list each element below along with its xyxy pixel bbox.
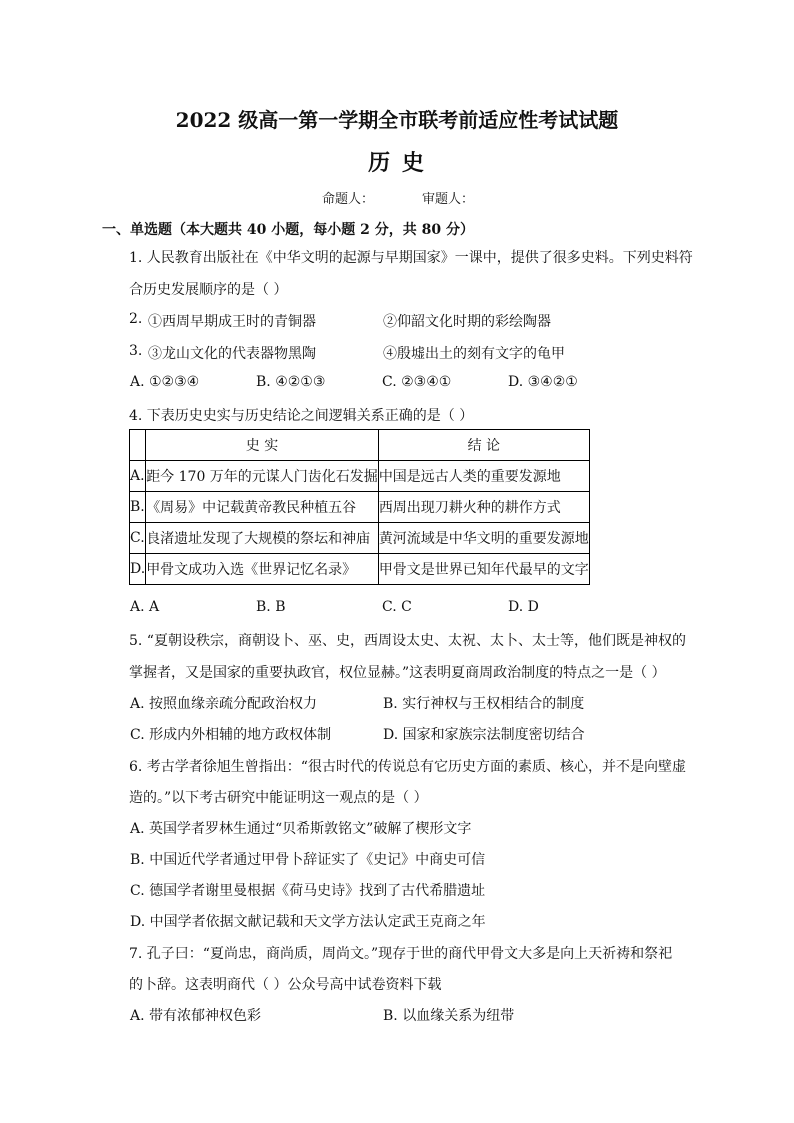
q6-option-b: B. 中国近代学者通过甲骨卜辞证实了《史记》中商史可信 xyxy=(130,852,486,868)
table-row xyxy=(130,492,590,523)
q4-option-d: D. D xyxy=(508,599,539,615)
q5-option-c: C. 形成内外相辅的地方政权体制 xyxy=(130,727,332,743)
table-row xyxy=(130,523,590,554)
table-row xyxy=(130,461,590,492)
q7-option-b: B. 以血缘关系为纽带 xyxy=(383,1008,515,1024)
row-fact: 《周易》中记载黄帝教民种植五谷 xyxy=(146,492,379,523)
row-conclusion: 甲骨文是世界已知年代最早的文字 xyxy=(378,554,589,585)
q3-item-b: ④殷墟出土的刻有文字的龟甲 xyxy=(383,346,565,362)
table-row xyxy=(130,554,590,585)
q5-line1: 5. “夏朝设秩宗，商朝设卜、巫、史，西周设太史、太祝、太卜、太士等，他们既是神权的 xyxy=(129,633,686,649)
q7-line2: 的卜辞。这表明商代（ ）公众号高中试卷资料下载 xyxy=(129,977,442,993)
q5-line2: 掌握者，又是国家的重要执政官，权位显赫。”这表明夏商周政治制度的特点之一是（ ） xyxy=(129,665,666,681)
row-label: B. xyxy=(130,492,146,523)
table-header-conclusion: 结 论 xyxy=(378,430,589,461)
q5-option-d: D. 国家和家族宗法制度密切结合 xyxy=(383,727,585,743)
q6-line2: 造的。”以下考古研究中能证明这一观点的是（ ） xyxy=(129,790,428,806)
row-fact: 甲骨文成功入选《世界记忆名录》 xyxy=(146,554,379,585)
q4-option-b: B. B xyxy=(256,599,286,615)
q1-line2: 合历史发展顺序的是（ ） xyxy=(129,282,288,298)
q4-option-a: A. A xyxy=(130,599,160,615)
setter-label: 命题人： xyxy=(322,192,375,207)
q6-option-a: A. 英国学者罗林生通过“贝希斯敦铭文”破解了楔形文字 xyxy=(130,821,472,837)
q3-option-a: A. ①②③④ xyxy=(130,374,200,390)
reviewer-label: 审题人： xyxy=(422,192,475,207)
row-label: D. xyxy=(130,554,146,585)
q4-option-c: C. C xyxy=(382,599,412,615)
q6-option-d: D. 中国学者依据文献记载和天文学方法认定武王克商之年 xyxy=(130,914,486,930)
row-label: C. xyxy=(130,523,146,554)
q7-line1: 7. 孔子曰：“夏尚忠，商尚质，周尚文。”现存于世的商代甲骨文大多是向上天祈祷和祭祀 xyxy=(129,946,673,962)
q3-item-a: ③龙山文化的代表器物黑陶 xyxy=(148,346,316,362)
row-label: A. xyxy=(130,461,146,492)
q2-item-a: ①西周早期成王时的青铜器 xyxy=(148,314,316,330)
row-conclusion: 西周出现刀耕火种的耕作方式 xyxy=(378,492,589,523)
row-fact: 良渚遗址发现了大规模的祭坛和神庙 xyxy=(146,523,379,554)
row-fact: 距今 170 万年的元谋人门齿化石发掘 xyxy=(146,461,379,492)
exam-title: 2022 级高一第一学期全市联考前适应性考试试题 xyxy=(175,108,619,132)
row-conclusion: 黄河流域是中华文明的重要发源地 xyxy=(378,523,589,554)
q5-option-a: A. 按照血缘亲疏分配政治权力 xyxy=(130,696,318,712)
q5-option-b: B. 实行神权与王权相结合的制度 xyxy=(383,696,585,712)
q6-line1: 6. 考古学者徐旭生曾指出：“很古时代的传说总有它历史方面的素质、核心，并不是向壁虚 xyxy=(129,759,686,775)
table-header-row xyxy=(130,430,590,461)
q4-stem: 4. 下表历史史实与历史结论之间逻辑关系正确的是（ ） xyxy=(129,408,474,424)
q1-line1: 1. 人民教育出版社在《中华文明的起源与早期国家》一课中，提供了很多史料。下列史料符 xyxy=(129,250,693,266)
table-header-fact: 史 实 xyxy=(146,430,379,461)
q7-option-a: A. 带有浓郁神权色彩 xyxy=(130,1008,262,1024)
q6-option-c: C. 德国学者谢里曼根据《荷马史诗》找到了古代希腊遗址 xyxy=(130,883,486,899)
q3-option-c: C. ②③④① xyxy=(382,374,452,390)
q3-number: 3. xyxy=(129,343,143,359)
row-conclusion: 中国是远古人类的重要发源地 xyxy=(378,461,589,492)
table-header-blank xyxy=(130,430,146,461)
q3-option-b: B. ④②①③ xyxy=(256,374,326,390)
subject-title: 历 史 xyxy=(368,150,426,176)
history-table xyxy=(129,429,590,585)
q3-option-d: D. ③④②① xyxy=(508,374,578,390)
section-heading: 一、单选题（本大题共 40 小题，每小题 2 分，共 80 分） xyxy=(102,222,474,238)
q2-item-b: ②仰韶文化时期的彩绘陶器 xyxy=(383,314,551,330)
q2-number: 2. xyxy=(129,311,143,327)
